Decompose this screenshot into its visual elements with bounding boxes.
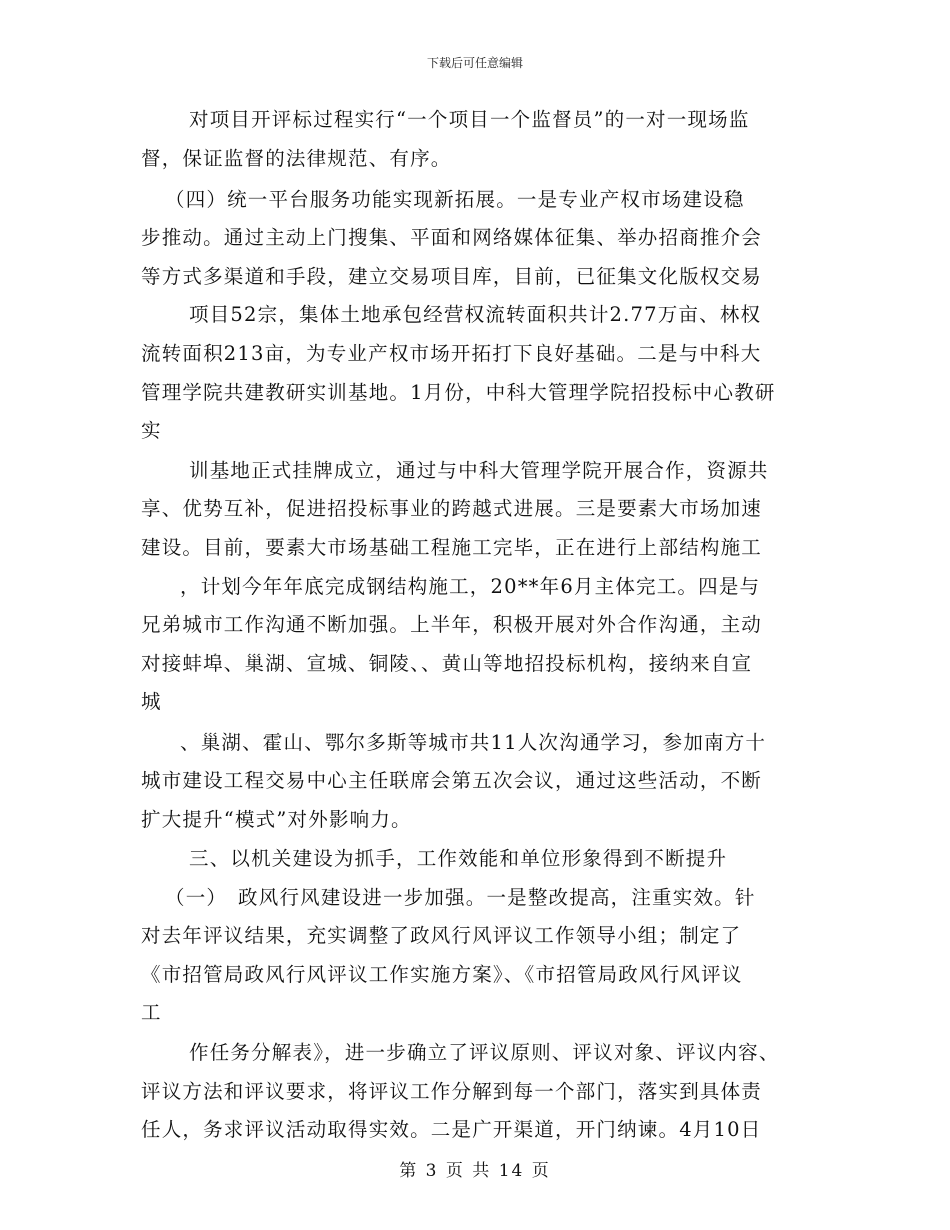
text-line: 等方式多渠道和手段，建立交易项目库，目前，已征集文化版权交易 bbox=[141, 265, 763, 288]
text-line: 作任务分解表》，进一步确立了评议原则、评议对象、评议内容、 bbox=[189, 1041, 780, 1064]
text-line: 《市招管局政风行风评议工作实施方案》、《市招管局政风行风评议 bbox=[141, 963, 743, 986]
text-line: （一） 政风行风建设进一步加强。一是整改提高，注重实效。针 bbox=[165, 886, 756, 909]
text-line: 建设。目前，要素大市场基础工程施工完毕，正在进行上部结构施工 bbox=[141, 536, 763, 559]
text-line: 、巢湖、霍山、鄂尔多斯等城市共11人次沟通学习，参加南方十 bbox=[180, 731, 767, 754]
text-line: 城市建设工程交易中心主任联席会第五次会议，通过这些活动，不断 bbox=[141, 769, 763, 792]
text-line: 享、优势互补，促进招投标事业的跨越式进展。三是要素大市场加速 bbox=[141, 497, 763, 520]
text-line: 兄弟城市工作沟通不断加强。上半年，积极开展对外合作沟通，主动 bbox=[141, 613, 763, 636]
text-line: 督，保证监督的法律规范、有序。 bbox=[141, 147, 452, 170]
text-line: 任人，务求评议活动取得实效。二是广开渠道，开门纳谏。4月10日 bbox=[141, 1118, 762, 1141]
text-line: 城 bbox=[141, 690, 162, 713]
text-line: ，计划今年年底完成钢结构施工，20**年6月主体完工。四是与 bbox=[180, 575, 761, 598]
text-line: 管理学院共建教研实训基地。1月份，中科大管理学院招投标中心教研 bbox=[141, 381, 776, 404]
text-line: 实 bbox=[141, 419, 162, 442]
text-line: 对项目开评标过程实行“一个项目一个监督员”的一对一现场监 bbox=[189, 108, 750, 131]
text-line: 对去年评议结果，充实调整了政风行风评议工作领导小组；制定了 bbox=[141, 924, 742, 947]
text-line: 对接蚌埠、巢湖、宣城、铜陵、、黄山等地招投标机构，接纳来自宣 bbox=[141, 652, 753, 675]
section-heading: 三、以机关建设为抓手，工作效能和单位形象得到不断提升 bbox=[189, 847, 728, 870]
page-footer: 第 3 页 共 14 页 bbox=[399, 1161, 551, 1181]
text-line: 工 bbox=[141, 1001, 162, 1024]
text-line: （四）统一平台服务功能实现新拓展。一是专业产权市场建设稳 bbox=[165, 188, 745, 211]
text-line: 步推动。通过主动上门搜集、平面和网络媒体征集、举办招商推介会 bbox=[141, 226, 763, 249]
text-line: 评议方法和评议要求，将评议工作分解到每一个部门，落实到具体责 bbox=[141, 1080, 763, 1103]
text-line: 扩大提升“模式”对外影响力。 bbox=[141, 808, 412, 831]
text-line: 项目52宗，集体土地承包经营权流转面积共计2.77万亩、林权 bbox=[189, 303, 762, 326]
page-header: 下载后可任意编辑 bbox=[426, 56, 523, 70]
text-line: 流转面积213亩，为专业产权市场开拓打下良好基础。二是与中科大 bbox=[141, 342, 762, 365]
text-line: 训基地正式挂牌成立，通过与中科大管理学院开展合作，资源共 bbox=[189, 459, 769, 482]
